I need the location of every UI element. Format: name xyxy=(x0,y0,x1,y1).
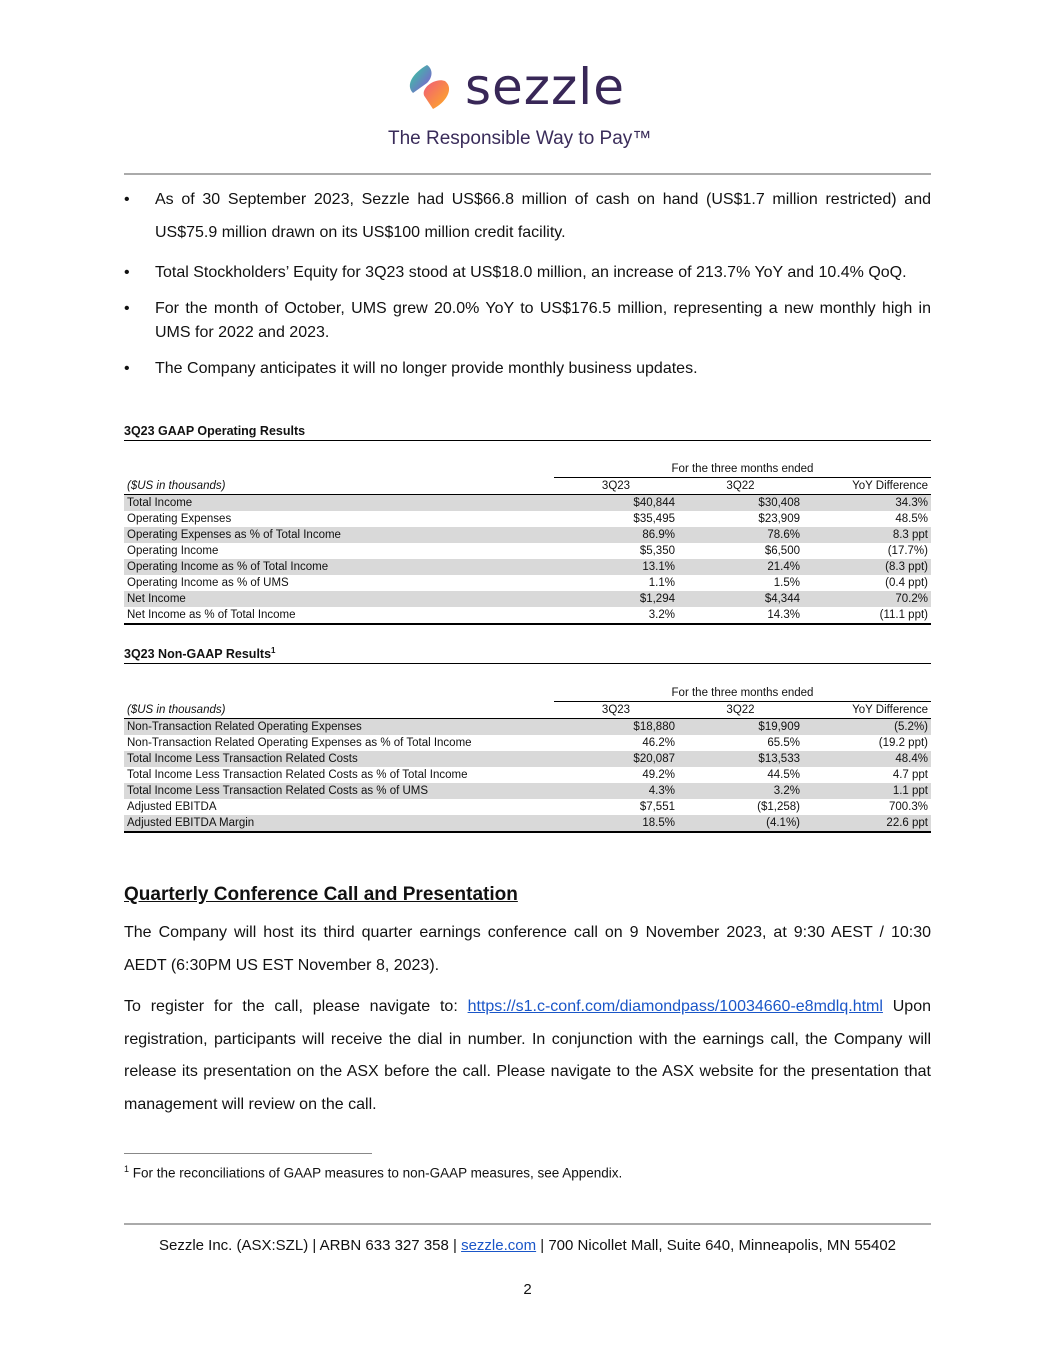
row-label: Total Income xyxy=(124,495,554,512)
table-cell: 4.7 ppt xyxy=(892,769,928,781)
table-row xyxy=(124,575,931,591)
row-label: Total Income Less Transaction Related Costs xyxy=(124,751,554,767)
table-row xyxy=(124,751,931,767)
table-cell: $4,344 xyxy=(678,591,803,607)
table-cell: ($1,258) xyxy=(757,801,800,813)
sezzle-logo xyxy=(405,58,625,116)
registration-text: To register for the call, please navigate to: xyxy=(124,998,468,1015)
section-heading: Quarterly Conference Call and Presentation xyxy=(124,884,518,905)
table-cell: $13,533 xyxy=(678,751,803,767)
table-cell: (4.1%) xyxy=(678,815,803,832)
tagline: The Responsible Way to Pay™ xyxy=(388,128,652,149)
table-cell: $35,495 xyxy=(633,513,675,525)
footnote-mark: 1 xyxy=(124,1164,130,1174)
table-cell: 4.3% xyxy=(554,783,678,799)
column-header: 3Q22 xyxy=(678,478,803,495)
period-header: For the three months ended xyxy=(554,461,931,478)
table-cell: 86.9% xyxy=(554,527,678,543)
footer-website-link[interactable]: sezzle.com xyxy=(461,1237,537,1254)
nongaap-results-table xyxy=(124,685,931,833)
registration-paragraph xyxy=(124,991,931,1121)
row-label: Net Income as % of Total Income xyxy=(124,607,554,624)
table-cell: $1,294 xyxy=(554,591,678,607)
table-cell: 13.1% xyxy=(554,559,678,575)
table-row xyxy=(124,783,931,799)
table-cell: 46.2% xyxy=(642,737,675,749)
gaap-results-table xyxy=(124,461,931,625)
list-item: • Total Stockholders’ Equity for 3Q23 stood at US$18.0 million, an increase of 213.7% YoY and 10.4% QoQ. xyxy=(124,261,931,285)
table-row xyxy=(124,543,931,559)
table-cell: $30,408 xyxy=(678,495,803,512)
table-cell: (19.2 ppt) xyxy=(878,737,928,749)
registration-text-rest: Upon registration, participants will receive the dial in number. In conjunction with the earnings call, the Company will release its presentation on the ASX before the call. Please navigate to the ASX website for the presentation that management will review on the call. xyxy=(124,998,932,1113)
row-label: Operating Income as % of Total Income xyxy=(124,559,554,575)
table-cell: $40,844 xyxy=(554,495,678,512)
column-header: YoY Difference xyxy=(803,478,931,495)
table-cell: 22.6 ppt xyxy=(803,815,931,832)
page-footer xyxy=(124,1237,931,1254)
footer-company: Sezzle Inc. (ASX:SZL) | ARBN 633 327 358 | xyxy=(158,1237,462,1254)
table-cell: 21.4% xyxy=(678,559,803,575)
logo-wordmark: sezzle xyxy=(465,58,625,116)
sezzle-logo-icon xyxy=(405,63,457,111)
table-cell: $19,909 xyxy=(678,719,803,736)
footnote-ref: 1 xyxy=(271,646,276,655)
row-label: Non-Transaction Related Operating Expenses xyxy=(124,719,554,736)
footnote-text: For the reconciliations of GAAP measures to non-GAAP measures, see Appendix. xyxy=(129,1165,623,1181)
list-item: • For the month of October, UMS grew 20.0% YoY to US$176.5 million, representing a new monthly high in UMS for 2022 and 2023. xyxy=(124,297,931,345)
table-cell: 48.5% xyxy=(895,513,928,525)
table-cell: 44.5% xyxy=(767,769,800,781)
row-label: Adjusted EBITDA xyxy=(127,801,217,813)
table-cell: (8.3 ppt) xyxy=(803,559,931,575)
table-cell: $5,350 xyxy=(639,545,675,557)
table-row xyxy=(124,767,931,783)
table-row xyxy=(124,511,931,527)
table-cell: (17.7%) xyxy=(887,545,928,557)
row-label: Non-Transaction Related Operating Expenses as % of Total Income xyxy=(127,737,472,749)
row-label: Total Income Less Transaction Related Costs as % of Total Income xyxy=(127,769,468,781)
table-row xyxy=(124,815,931,832)
table-cell: 18.5% xyxy=(554,815,678,832)
table-row xyxy=(124,527,931,543)
row-label: Net Income xyxy=(124,591,554,607)
table-cell: $7,551 xyxy=(639,801,675,813)
page-number: 2 xyxy=(523,1281,532,1298)
table-cell: 65.5% xyxy=(767,737,800,749)
row-label: Operating Expenses as % of Total Income xyxy=(124,527,554,543)
table-cell: $6,500 xyxy=(764,545,800,557)
row-label: Total Income Less Transaction Related Costs as % of UMS xyxy=(124,783,554,799)
row-label: Operating Expenses xyxy=(127,513,232,525)
table-cell: 8.3 ppt xyxy=(803,527,931,543)
table-row xyxy=(124,559,931,575)
table-row xyxy=(124,591,931,607)
spacer xyxy=(124,461,554,478)
highlights-list xyxy=(124,183,931,393)
table-cell: 1.5% xyxy=(773,577,800,589)
unit-label: ($US in thousands) xyxy=(124,702,554,719)
table-cell: 3.2% xyxy=(554,607,678,624)
column-header: YoY Difference xyxy=(803,702,931,719)
table-row xyxy=(124,735,931,751)
unit-label: ($US in thousands) xyxy=(124,478,554,495)
table-cell: 14.3% xyxy=(678,607,803,624)
table-cell: 3.2% xyxy=(678,783,803,799)
table-row xyxy=(124,607,931,624)
nongaap-title-text: 3Q23 Non-GAAP Results xyxy=(124,647,272,662)
table-cell: $23,909 xyxy=(758,513,800,525)
table-cell: 78.6% xyxy=(678,527,803,543)
column-header: 3Q23 xyxy=(554,702,678,719)
table-cell: 1.1 ppt xyxy=(803,783,931,799)
row-label: Operating Income as % of UMS xyxy=(127,577,289,589)
table-cell: 1.1% xyxy=(648,577,675,589)
row-label: Adjusted EBITDA Margin xyxy=(124,815,554,832)
nongaap-table-title xyxy=(124,646,931,664)
table-cell: 48.4% xyxy=(803,751,931,767)
table-cell: 700.3% xyxy=(888,801,928,813)
footnote-divider xyxy=(124,1153,372,1154)
footer-address: | 700 Nicollet Mall, Suite 640, Minneapolis, MN 55402 xyxy=(536,1237,897,1254)
table-row xyxy=(124,495,931,512)
table-cell: 34.3% xyxy=(803,495,931,512)
table-cell: 70.2% xyxy=(803,591,931,607)
column-header: 3Q22 xyxy=(678,702,803,719)
spacer xyxy=(124,685,554,702)
registration-link[interactable]: https://s1.c-conf.com/diamondpass/10034660-e8mdlq.html xyxy=(467,998,883,1015)
table-cell: $18,880 xyxy=(554,719,678,736)
table-row xyxy=(124,719,931,736)
footnote xyxy=(124,1164,622,1181)
table-row xyxy=(124,799,931,815)
column-header: 3Q23 xyxy=(554,478,678,495)
period-header: For the three months ended xyxy=(554,685,931,702)
list-item: • The Company anticipates it will no longer provide monthly business updates. xyxy=(124,357,931,381)
row-label: Operating Income xyxy=(127,545,219,557)
table-cell: 49.2% xyxy=(642,769,675,781)
footer-divider xyxy=(124,1223,931,1225)
table-cell: (0.4 ppt) xyxy=(885,577,928,589)
table-cell: (5.2%) xyxy=(803,719,931,736)
table-cell: (11.1 ppt) xyxy=(803,607,931,624)
conference-paragraph: The Company will host its third quarter earnings conference call on 9 November 2023, at 9:30 AEST / 10:30 AEDT (6:30PM US EST November 8, 2023). xyxy=(124,924,931,974)
gaap-table-title: 3Q23 GAAP Operating Results xyxy=(124,424,931,441)
table-cell: $20,087 xyxy=(554,751,678,767)
header-divider xyxy=(124,173,931,175)
list-item: • As of 30 September 2023, Sezzle had US$66.8 million of cash on hand (US$1.7 million restricted) and US$75.9 million drawn on its US$100 million credit facility. xyxy=(124,183,931,249)
